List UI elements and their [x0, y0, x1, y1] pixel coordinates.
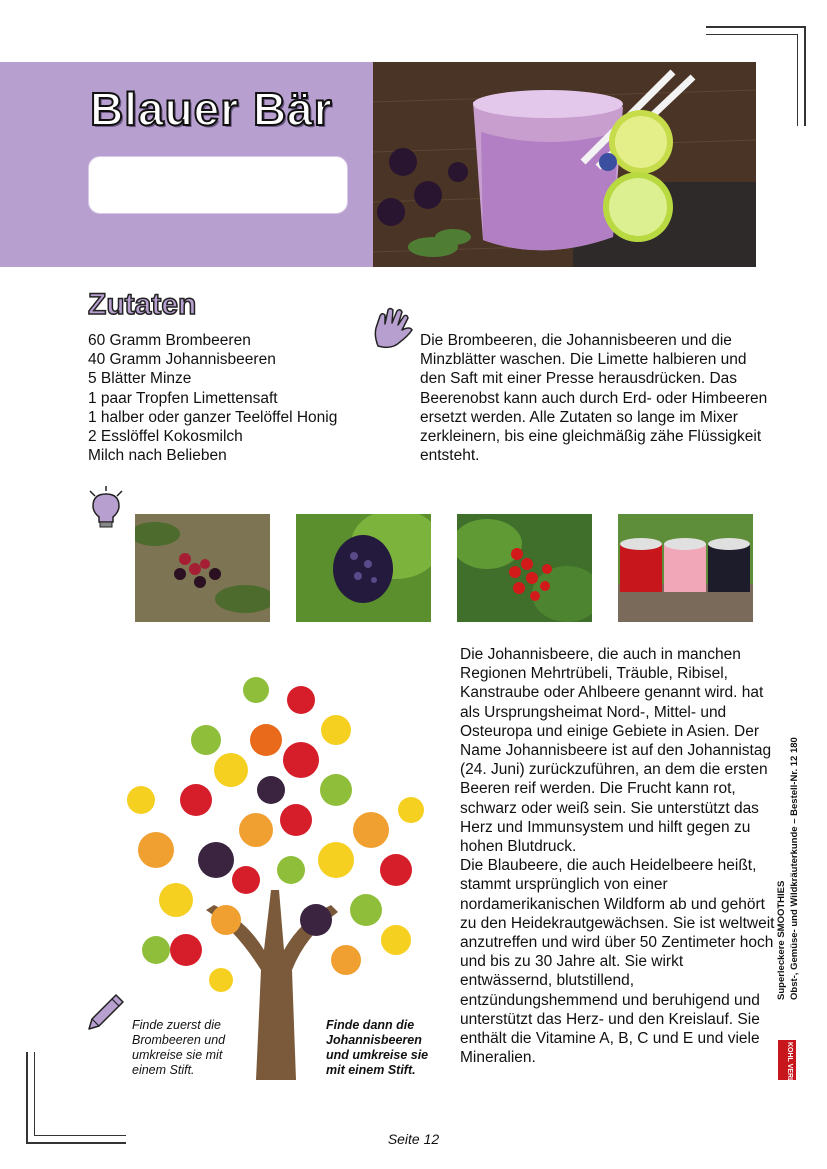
berry-photo-blackberry [296, 514, 431, 622]
page-title: Blauer Bär [90, 83, 333, 135]
publisher-logo [778, 1040, 796, 1093]
list-item: 1 paar Tropfen Limettensaft [88, 389, 278, 407]
side-series-subtitle: Obst-, Gemüse- und Wildkräuterkunde – Bestell-Nr. 12 180 [789, 737, 800, 1000]
pencil-icon [86, 992, 126, 1032]
task-caption-left: Finde zuerst die Brombeeren und umkreise sie mit einem Stift. [132, 1018, 226, 1077]
page-number: Seite 12 [387, 1131, 440, 1147]
berry-photo-currant-jars [618, 514, 753, 622]
task-caption-right: Finde dann die Johannisbeeren und umkreise sie mit einem Stift. [326, 1018, 429, 1077]
smoothie-illustration [373, 62, 756, 267]
smoothie-photo [373, 62, 756, 267]
name-field[interactable] [88, 156, 348, 214]
instructions-text: Die Brombeeren, die Johannisbeeren und die Minzblätter waschen. Die Limette halbieren und den Saft mit einer Presse herausdrücken. Das Beerenobst kann auch durch Erd- oder Himbeeren ersetzt werden. Alle Zutaten so lange im Mixer zerkleinern, bis eine gleichmäßig zähe Flüssigkeit entsteht. [420, 332, 768, 465]
publisher-name: KOHL VERLAG [786, 1042, 793, 1093]
ingredients-heading: Zutaten [88, 288, 197, 321]
fruit-tree-illustration [96, 650, 442, 1080]
ingredient-list [88, 331, 337, 465]
side-series-info [775, 680, 815, 1000]
berry-photo-blackberry-bush [135, 514, 270, 622]
list-item: Milch nach Belieben [88, 447, 227, 465]
list-item: 60 Gramm Brombeeren [88, 332, 251, 349]
lightbulb-icon [86, 485, 128, 529]
info-paragraph-blueberry: Die Blaubeere, die auch Heidelbeere heißt, stammt ursprünglich von einer nordamerikanischen Wildform ab und gehört zu den Heidekrautgewächsen. Sie ist weltweit anzutreffen und wird über 50 Zentimeter hoch und bis zu 30 Jahre alt. Sie wirkt entwässernd, blutstillend, entzündungshemmend und beruhigend und unterstützt das Herz- und den Kreislauf. Sie enthält die Vitamine A, B, C und E und viele Mineralien. [460, 857, 775, 1067]
list-item: 1 halber oder ganzer Teelöffel Honig [88, 408, 338, 426]
info-paragraph-currant: Die Johannisbeere, die auch in manchen Regionen Mehrtrübeli, Träuble, Ribisel, Kanstraube oder Ahlbeere genannt wird. hat als Ursprungsheimat Nord-, Mittel- und Osteuropa und einige Gebiete in Asien. Der Name Johannisbeere ist auf den Johannistag (24. Juni) zurückzuführen, an dem die ersten Beeren reif werden. Die Frucht kann rot, schwarz oder weiß sein. Sie unterstützt das Herz und Immunsystem und hilft gegen zu hohen Blutdruck. [460, 646, 772, 856]
hand-icon [372, 306, 414, 350]
info-text [460, 645, 778, 1067]
berry-photo-redcurrant [457, 514, 592, 622]
list-item: 2 Esslöffel Kokosmilch [88, 428, 243, 446]
side-series-title: Superleckere SMOOTHIES [776, 880, 787, 1000]
list-item: 5 Blätter Minze [88, 370, 192, 388]
list-item: 40 Gramm Johannisbeeren [88, 351, 276, 369]
